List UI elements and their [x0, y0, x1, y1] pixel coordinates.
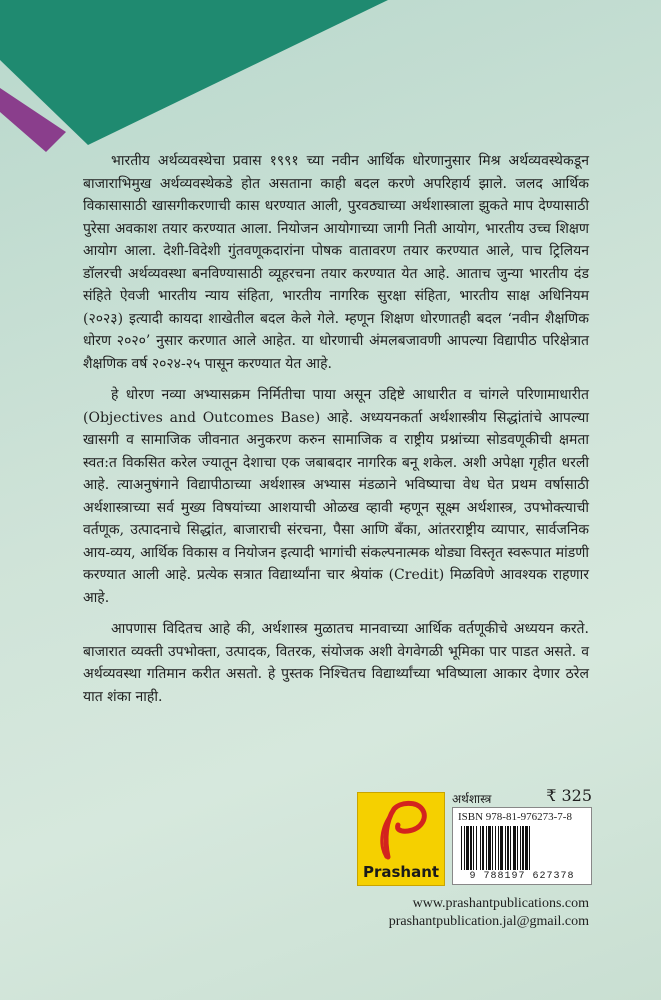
logo-p-mark-icon [364, 799, 440, 861]
price-label: ₹ 325 [546, 786, 592, 805]
publisher-contact [389, 895, 589, 931]
publisher-logo [357, 792, 445, 886]
logo-wordmark: Prashant [362, 863, 440, 881]
paragraph-2: हे धोरण नव्या अभ्यासक्रम निर्मितीचा पाया असून उद्दिष्टे आधारीत व चांगले परिणामाधारीत (Objectives and Outcomes Base) आहे. अध्ययनकर्ता अर्थशास्त्रीय सिद्धांतांचे आपल्या खासगी व सामाजिक जीवनात अनुकरण करुन सामाजिक व राष्ट्रीय प्रश्नांच्या सोडवणूकीची क्षमता स्वत:त विकसित करेल ज्यातून देशाचा एक जबाबदार नागरिक बनू शकेल. अशी अपेक्षा गृहीत धरली आहे. त्याअनुषंगाने विद्यापीठाच्या अर्थशास्त्र अभ्यास मंडळाने भविष्याचा वेध घेत प्रथम वर्षासाठी अर्थशास्त्राच्या सर्व मुख्य विषयांच्या आशयाची ओळख व्हावी म्हणून सूक्ष्म अर्थशास्त्र, उपभोक्त्याची वर्तणूक, उत्पादनाचे सिद्धांत, बाजाराची संरचना, पैसा आणि बँका, आंतरराष्ट्रीय व्यापार, सार्वजनिक आय-व्यय, आर्थिक विकास व नियोजन इत्यादी भागांची संकल्पनात्मक थोड्या विस्तृत स्वरूपात मांडणी करण्यात आली आहे. प्रत्येक सत्रात विद्यार्थ्यांना चार श्रेयांक (Credit) मिळविणे आवश्यक राहणार आहे. [83, 387, 589, 606]
barcode-icon [461, 826, 585, 870]
isbn-label: ISBN 978-81-976273-7-8 [458, 811, 572, 823]
green-triangle [0, 0, 388, 145]
website-link[interactable]: www.prashantpublications.com [412, 896, 589, 911]
barcode-box [452, 807, 592, 885]
barcode-digits: 9 788197 627378 [469, 871, 575, 882]
paragraph-3: आपणास विदितच आहे की, अर्थशास्त्र मुळातच मानवाच्या आर्थिक वर्तणूकीचे अध्ययन करते. बाजारात व्यक्ती उपभोक्ता, उत्पादक, वितरक, संयोजक अशी वेगवेगळी भूमिका पार पाडत असते. व अर्थव्यवस्था गतिमान करीत असतो. हे पुस्तक निश्चितच विद्यार्थ्यांच्या भविष्याला आकार देणार ठरेल यात शंका नाही. [83, 621, 589, 705]
subject-label: अर्थशास्त्र [452, 792, 492, 806]
email-link[interactable]: prashantpublication.jal@gmail.com [388, 914, 589, 929]
paragraph-1: भारतीय अर्थव्यवस्थेचा प्रवास १९९१ च्या नवीन आर्थिक धोरणानुसार मिश्र अर्थव्यवस्थेकडून बाजाराभिमुख अर्थव्यवस्थेकडे होत असताना काही बदल करणे अपरिहार्य झाले. जलद आर्थिक विकासासाठी खासगीकरणाची कास धरण्यात आली, पुरवठ्याच्या अर्थशास्त्राला झुकते माप देण्यासाठी पुरेसा अवकाश तयार करण्यात आला. नियोजन आयोगाच्या जागी निती आयोग, भारतीय उच्च शिक्षण आयोग आला. देशी-विदेशी गुंतवणूकदारांना पोषक वातावरण तयार करण्यात आले, पाच ट्रिलियन डॉलरची अर्थव्यवस्था बनविण्यासाठी व्यूहरचना तयार करण्यात येत आहे. आताच जुन्या भारतीय दंड संहिते ऐवजी भारतीय न्याय संहिता, भारतीय नागरिक सुरक्षा संहिता, भारतीय साक्ष अधिनियम (२०२३) इत्यादी कायदा शाखेतील बदल केले गेले. म्हणून शिक्षण धोरणातही बदल ‘नवीन शैक्षणिक धोरण २०२०’ नुसार करणात आले आहेत. या धोरणाची अंमलबजावणी आपल्या विद्यापीठ परिक्षेत्रात शैक्षणिक वर्ष २०२४-२५ पासून करण्यात येत आहे. [83, 153, 589, 372]
back-cover-text [83, 150, 589, 717]
